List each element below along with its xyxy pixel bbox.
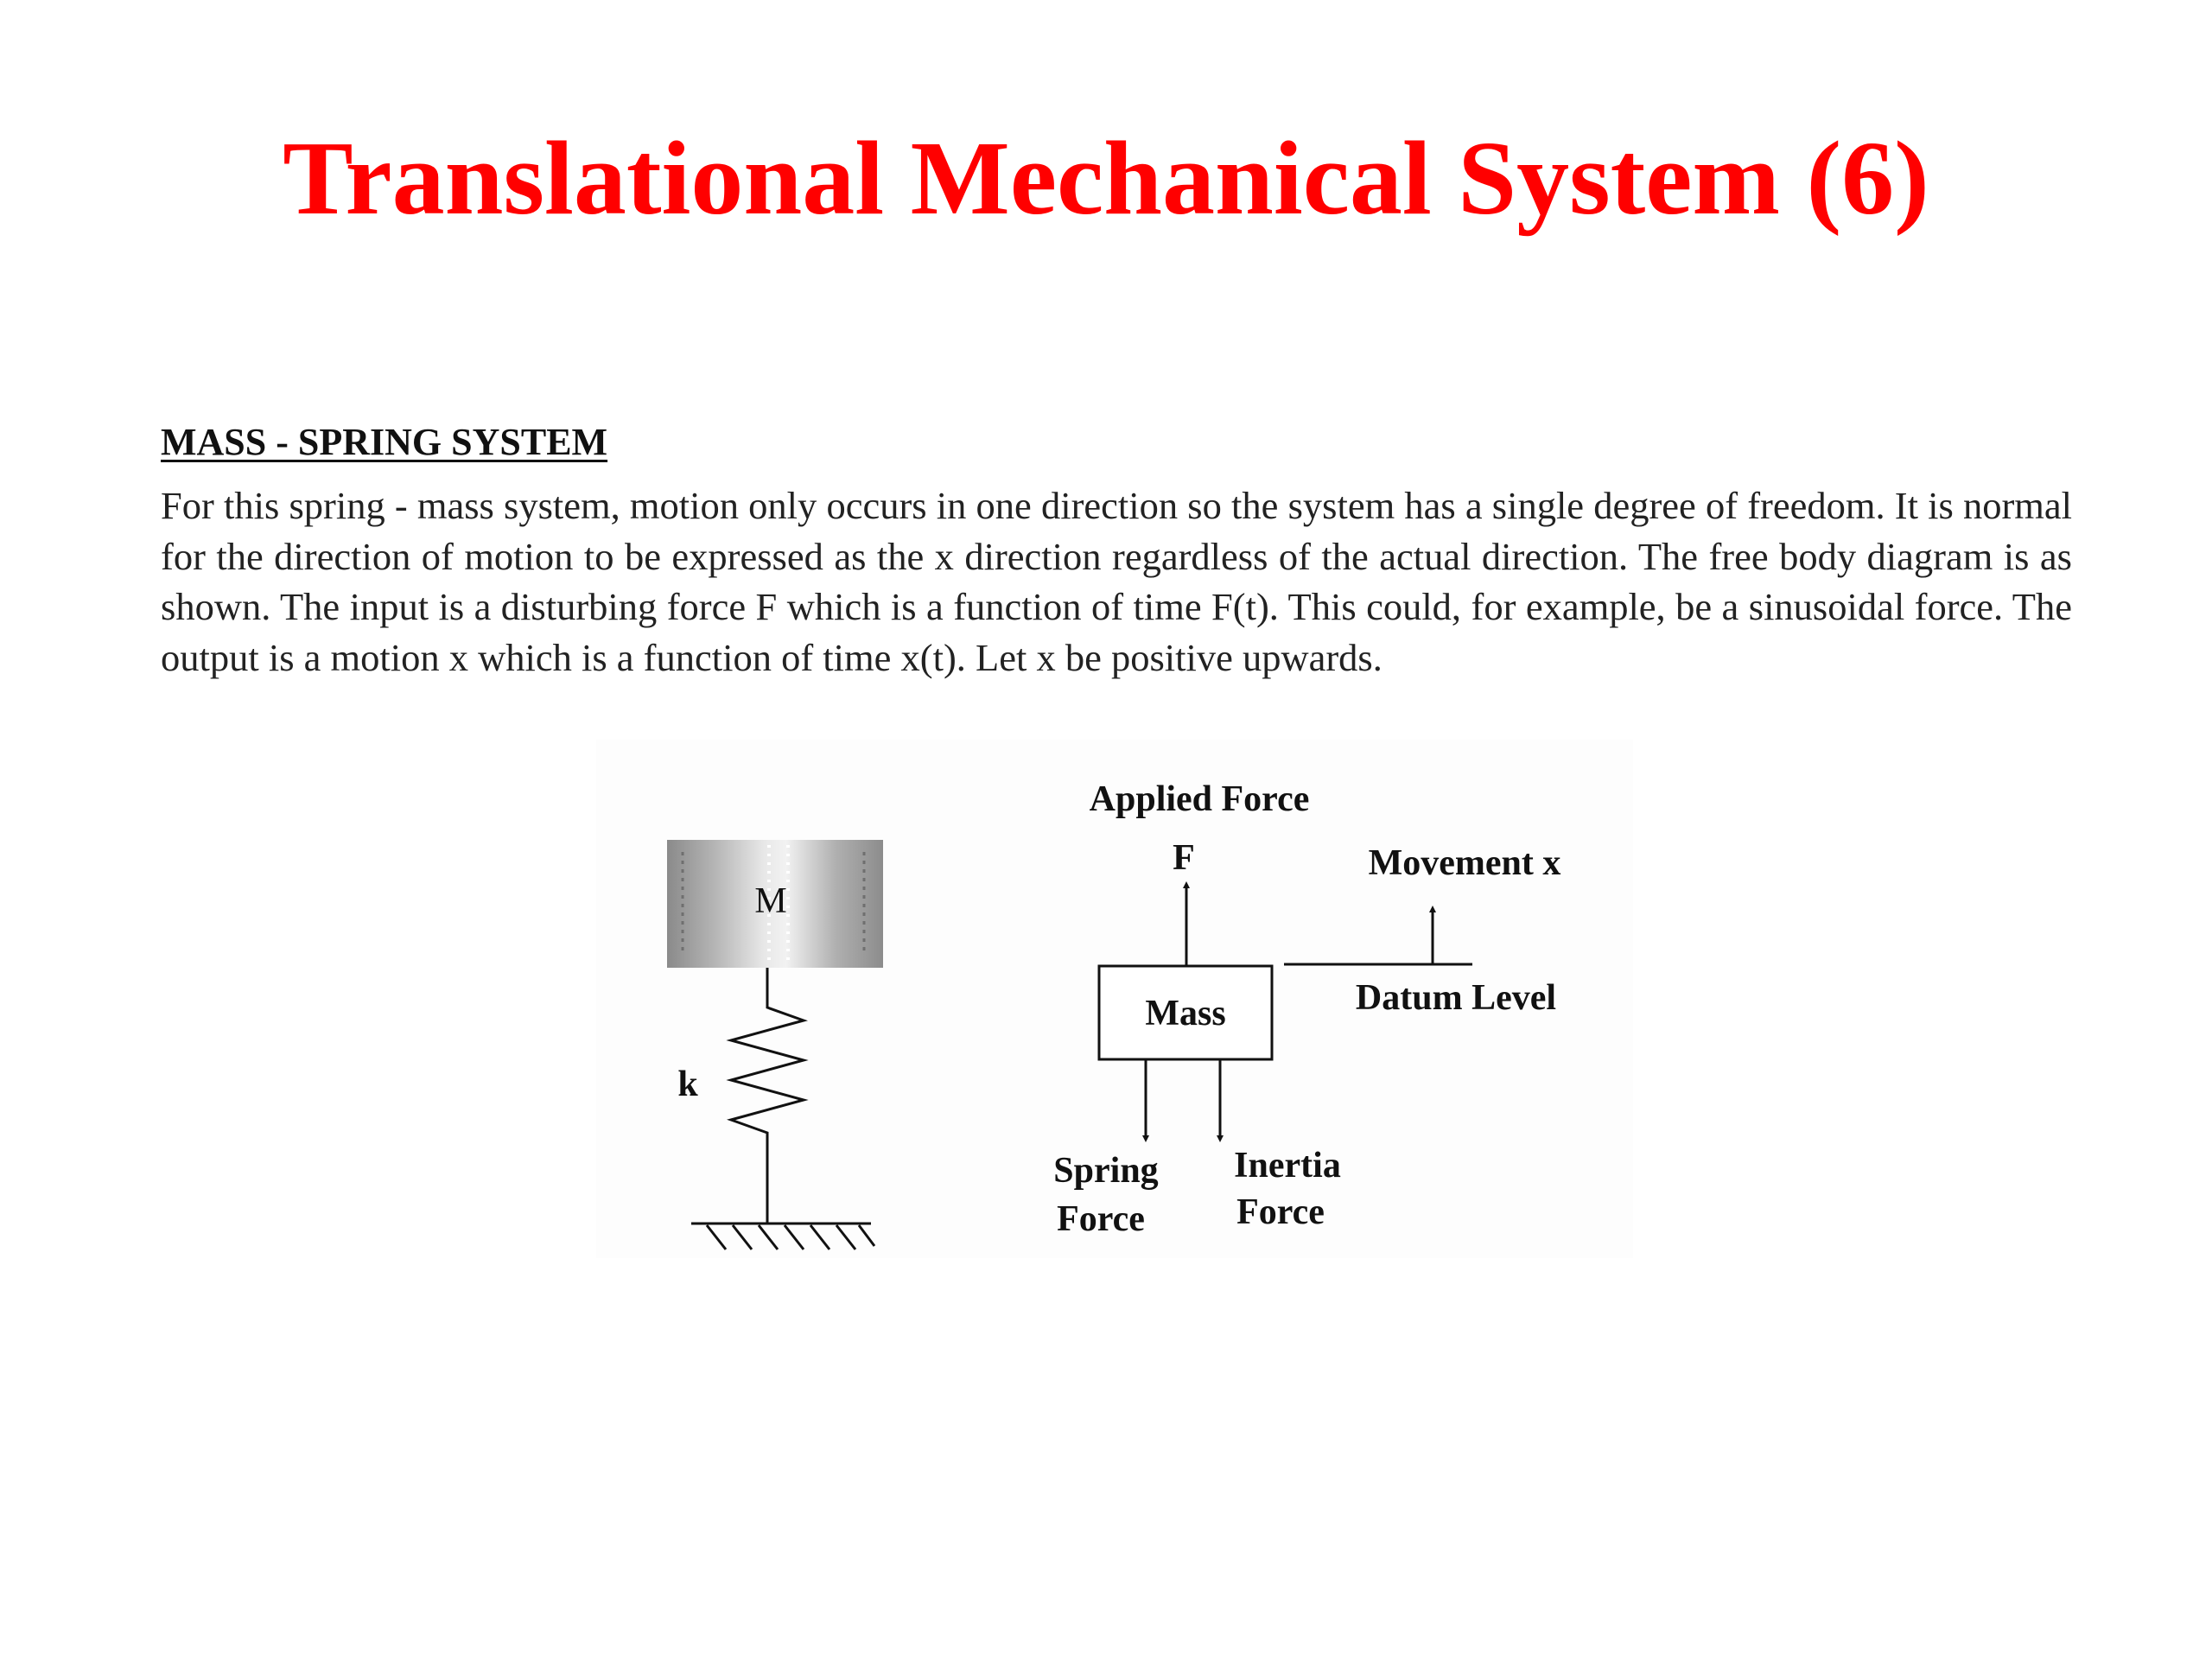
spring-force-label-line2: Force: [1057, 1199, 1145, 1239]
datum-label: Datum Level: [1355, 978, 1557, 1018]
body-paragraph: For this spring - mass system, motion only occurs in one direction so the system has a single degree of freedom. It is normal for the direction of motion to be expressed as the x direction regardless of the actual direction. The free body diagram is as shown. The input is a disturbing force F which is a function of time F(t). This could, for example, be a sinusoidal force. The output is a motion x which is a function of time x(t). Let x be positive upwards.: [161, 484, 2072, 679]
mass-box-label: Mass: [1145, 994, 1226, 1033]
inertia-force-label-line1: Inertia: [1234, 1146, 1341, 1185]
force-symbol: F: [1173, 838, 1195, 878]
spring: [731, 968, 804, 1224]
inertia-force-label-line2: Force: [1236, 1192, 1325, 1232]
slide-title: Translational Mechanical System (6): [283, 120, 1929, 237]
ground-hatch: [691, 1224, 874, 1249]
mass-label: M: [754, 881, 787, 921]
spring-force-label-line1: Spring: [1053, 1151, 1159, 1191]
section-heading: MASS - SPRING SYSTEM: [161, 421, 608, 463]
movement-label: Movement x: [1368, 843, 1561, 883]
spring-label: k: [677, 1065, 698, 1104]
mass-spring-diagram: [596, 740, 1633, 1258]
applied-force-label: Applied Force: [1089, 779, 1310, 819]
